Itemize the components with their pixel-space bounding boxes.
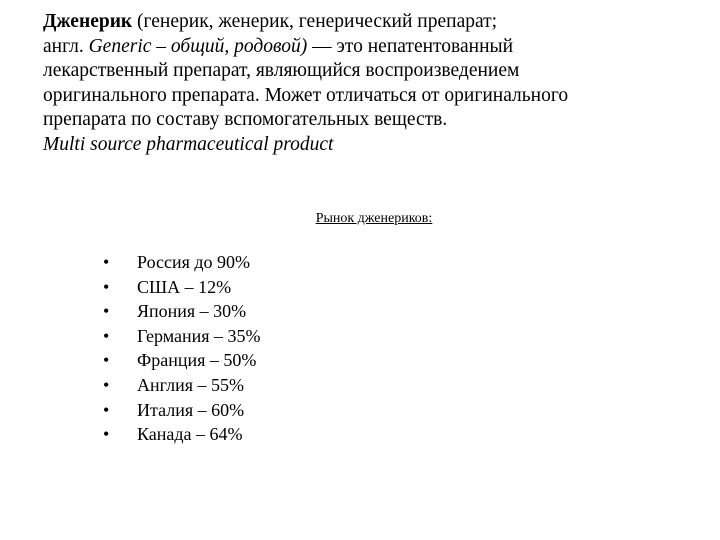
definition-paragraph xyxy=(43,10,703,157)
market-heading-text: Рынок дженериков: xyxy=(315,211,433,226)
list-item-text: США – 12% xyxy=(137,276,232,297)
list-item xyxy=(103,299,261,324)
list-item-text: Германия – 35% xyxy=(137,325,261,346)
definition-line-4: оригинального препарата. Может отличаться от оригинального xyxy=(43,84,569,106)
definition-line-3: лекарственный препарат, являющийся воспроизведением xyxy=(43,60,520,81)
list-item xyxy=(103,422,261,447)
list-item-text: Италия – 60% xyxy=(137,399,245,420)
bullet-icon: • xyxy=(103,301,110,322)
definition-english-meaning: Generic – общий, родовой) xyxy=(88,35,308,57)
list-item-text: Россия до 90% xyxy=(137,252,251,272)
list-item xyxy=(103,398,261,423)
definition-line-2-rest: — это непатентованный xyxy=(307,35,514,57)
list-item xyxy=(103,324,261,349)
list-item xyxy=(103,348,261,373)
bullet-icon: • xyxy=(103,399,110,420)
bullet-icon: • xyxy=(103,350,110,371)
definition-lang-prefix: англ. xyxy=(43,35,89,57)
list-item-text: Англия – 55% xyxy=(137,374,244,395)
list-item-text: Канада – 64% xyxy=(137,424,243,445)
definition-line-2 xyxy=(43,35,703,60)
list-item xyxy=(103,373,261,398)
definition-term: Дженерик xyxy=(43,11,133,32)
bullet-icon: • xyxy=(103,424,110,445)
bullet-icon: • xyxy=(103,252,110,272)
bullet-icon: • xyxy=(103,325,110,346)
market-share-list xyxy=(103,250,261,447)
list-item-text: Япония – 30% xyxy=(137,301,247,322)
definition-line-5: препарата по составу вспомогательных веществ. xyxy=(43,109,448,130)
definition-synonyms: (генерик, женерик, генерический препарат; xyxy=(132,11,498,32)
bullet-icon: • xyxy=(103,374,110,395)
definition-line-1 xyxy=(43,10,703,35)
list-item-text: Франция – 50% xyxy=(137,350,257,371)
market-heading xyxy=(0,210,720,228)
list-item xyxy=(103,275,261,300)
definition-english-term: Multi source pharmaceutical product xyxy=(43,133,334,155)
list-item xyxy=(103,250,261,275)
bullet-icon: • xyxy=(103,276,110,297)
